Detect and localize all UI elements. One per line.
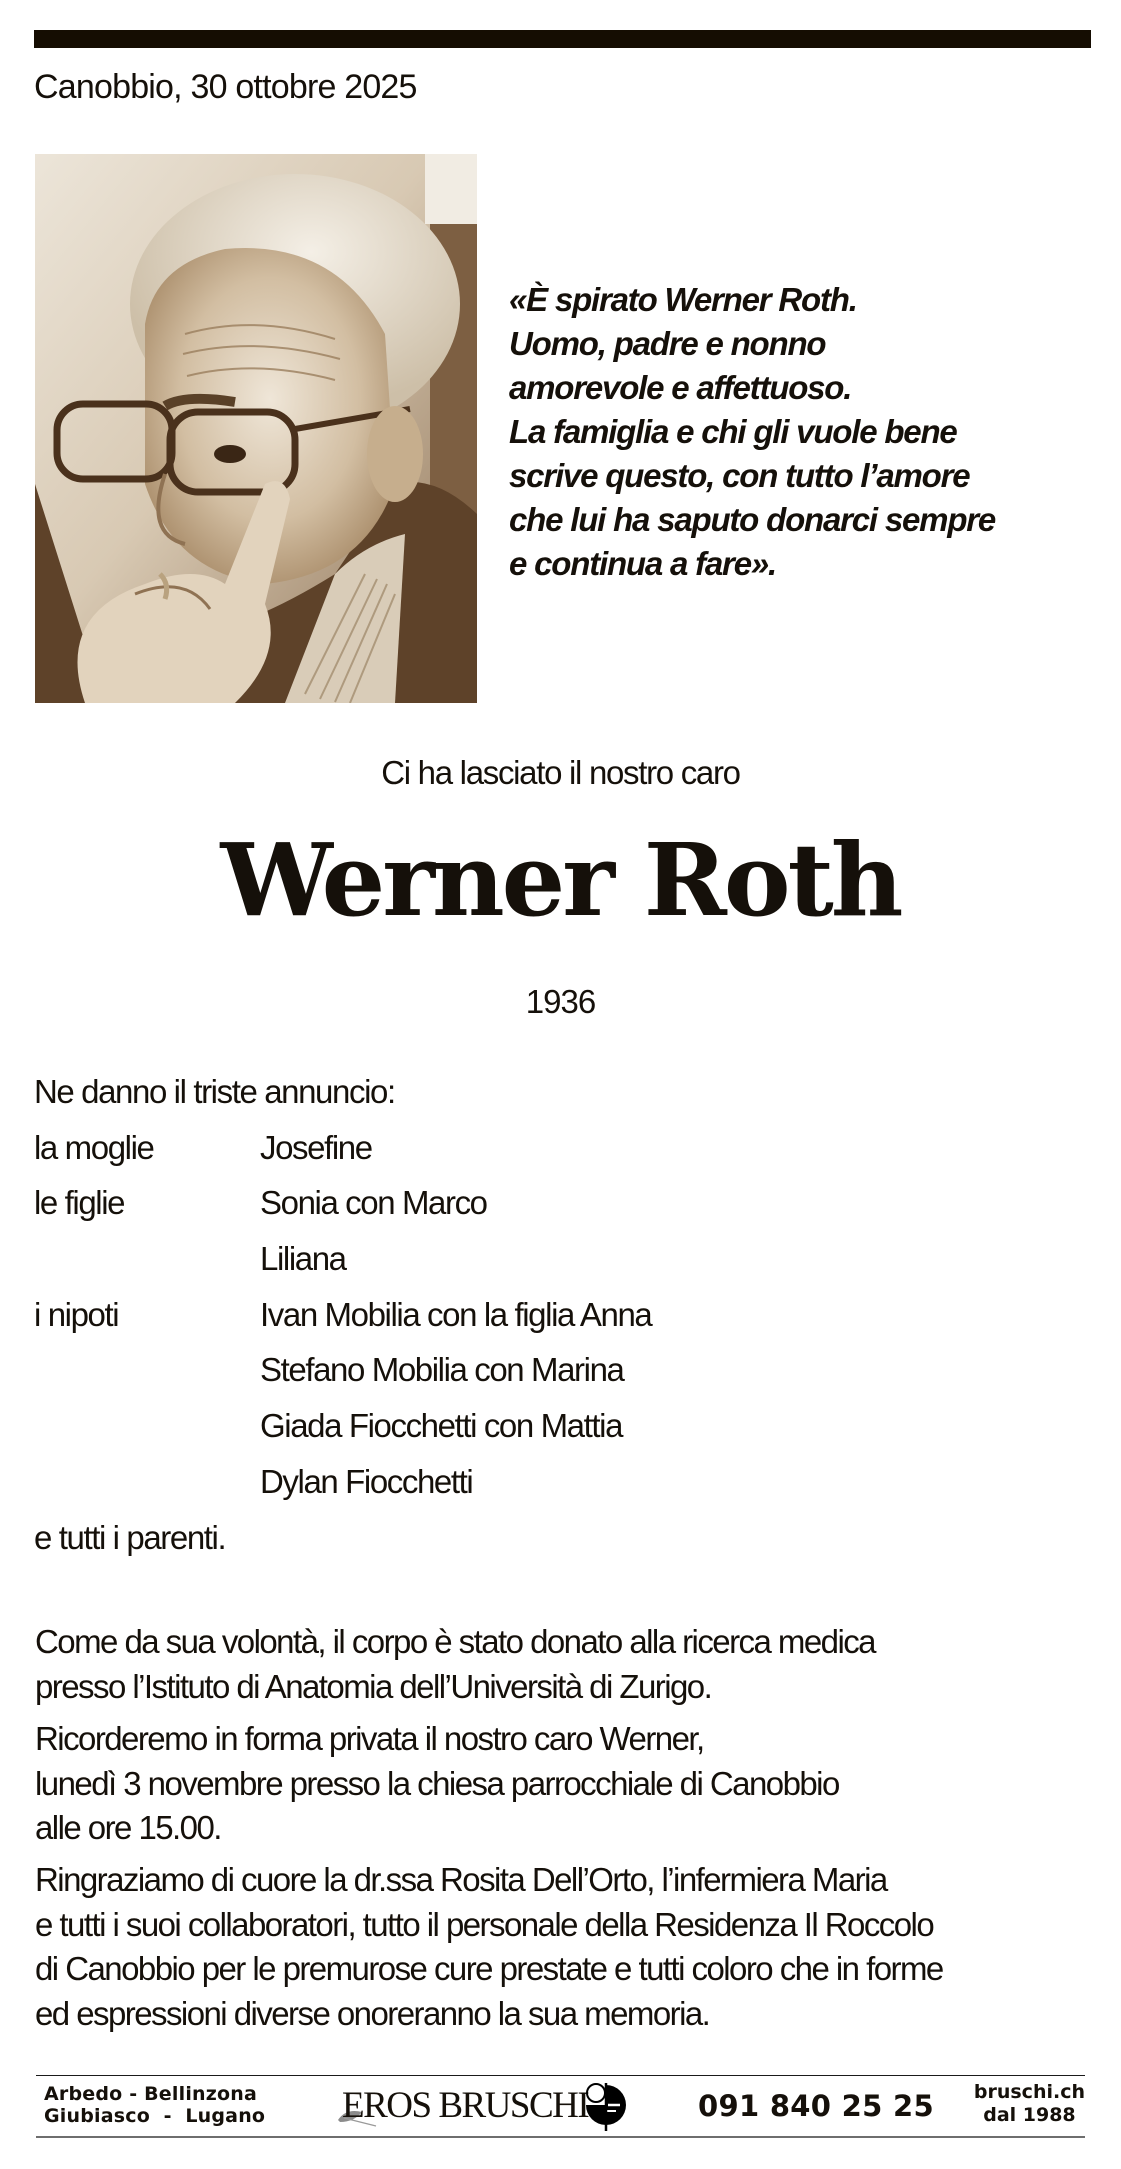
relation-label: le figlie: [34, 1184, 125, 1222]
relation-label: la moglie: [34, 1128, 154, 1166]
top-rule: [34, 30, 1091, 48]
relative-names: Giada Fiocchetti con Mattia: [260, 1407, 623, 1445]
birth-year: 1936: [525, 983, 596, 1020]
phone-number[interactable]: 091 840 25 25: [698, 2089, 934, 2123]
family-list: [34, 1070, 1034, 1571]
family-row: [34, 1404, 1034, 1460]
paragraph-line: Ringraziamo di cuore la dr.ssa Rosita Dell’Orto, l’infermiera Maria: [35, 1861, 887, 1898]
paragraph-line: Come da sua volontà, il corpo è stato donato alla ricerca medica: [35, 1623, 875, 1660]
dateline: Canobbio, 30 ottobre 2025: [34, 68, 417, 106]
relative-names: Ivan Mobilia con la figlia Anna: [260, 1295, 652, 1333]
quote-line: scrive questo, con tutto l’amore: [509, 457, 970, 494]
paragraph-line: e tutti i suoi collaboratori, tutto il personale della Residenza Il Roccolo: [35, 1905, 934, 1943]
quote-line: e continua a fare».: [509, 545, 776, 582]
bruschi-logo-icon: [582, 2081, 628, 2133]
paragraph-line: ed espressioni diverse onoreranno la sua memoria.: [35, 1994, 710, 2032]
relation-label: i nipoti: [34, 1295, 119, 1333]
paragraph-line: di Canobbio per le premurose cure prestate e tutti coloro che in forme: [35, 1950, 943, 1987]
footer-website: [974, 2081, 1085, 2127]
paragraph-donation: [35, 1620, 1095, 1709]
paragraph-ceremony: [35, 1717, 1095, 1851]
paragraph-thanks: [35, 1858, 1095, 2036]
family-row: [34, 1237, 1034, 1293]
paragraph-line: alle ore 15.00.: [35, 1809, 221, 1846]
quote-line: «È spirato Werner Roth.: [509, 281, 857, 318]
paragraph-line: Ricorderemo in forma privata il nostro caro Werner,: [35, 1720, 704, 1757]
relative-names: Dylan Fiocchetti: [260, 1462, 473, 1500]
funeral-home-name: EROS BRUSCHI: [342, 2085, 589, 2126]
quote-line: che lui ha saputo donarci sempre: [509, 501, 996, 538]
family-row: [34, 1126, 1034, 1182]
footer-cities: Arbedo - Bellinzona Giubiasco - Lugano: [44, 2083, 266, 2127]
family-row: [34, 1348, 1034, 1404]
quote-line: amorevole e affettuoso.: [509, 369, 852, 406]
funeral-home-footer: [36, 2075, 1085, 2138]
quote-line: La famiglia e chi gli vuole bene: [509, 413, 957, 450]
quote-line: Uomo, padre e nonno: [509, 325, 826, 362]
intro-text: Ci ha lasciato il nostro caro: [381, 754, 740, 791]
family-row: [34, 1460, 1034, 1516]
family-row: [34, 1293, 1034, 1349]
memorial-quote: [509, 278, 1069, 586]
paragraph-line: presso l’Istituto di Anatomia dell’Università di Zurigo.: [35, 1667, 712, 1705]
family-heading: Ne danno il triste annuncio:: [34, 1073, 395, 1110]
portrait-image: [35, 154, 477, 703]
family-row: [34, 1181, 1034, 1237]
relative-names: Stefano Mobilia con Marina: [260, 1351, 624, 1389]
deceased-name: Werner Roth: [220, 821, 901, 939]
portrait-photo: [35, 154, 477, 703]
website-link[interactable]: bruschi.ch: [973, 2081, 1085, 2103]
relative-names: Sonia con Marco: [260, 1184, 487, 1222]
relative-names: Liliana: [260, 1240, 346, 1278]
family-closing: e tutti i parenti.: [34, 1518, 226, 1556]
since-year: dal 1988: [983, 2104, 1076, 2126]
relative-names: Josefine: [260, 1128, 372, 1166]
paragraph-line: lunedì 3 novembre presso la chiesa parrocchiale di Canobbio: [35, 1764, 839, 1802]
